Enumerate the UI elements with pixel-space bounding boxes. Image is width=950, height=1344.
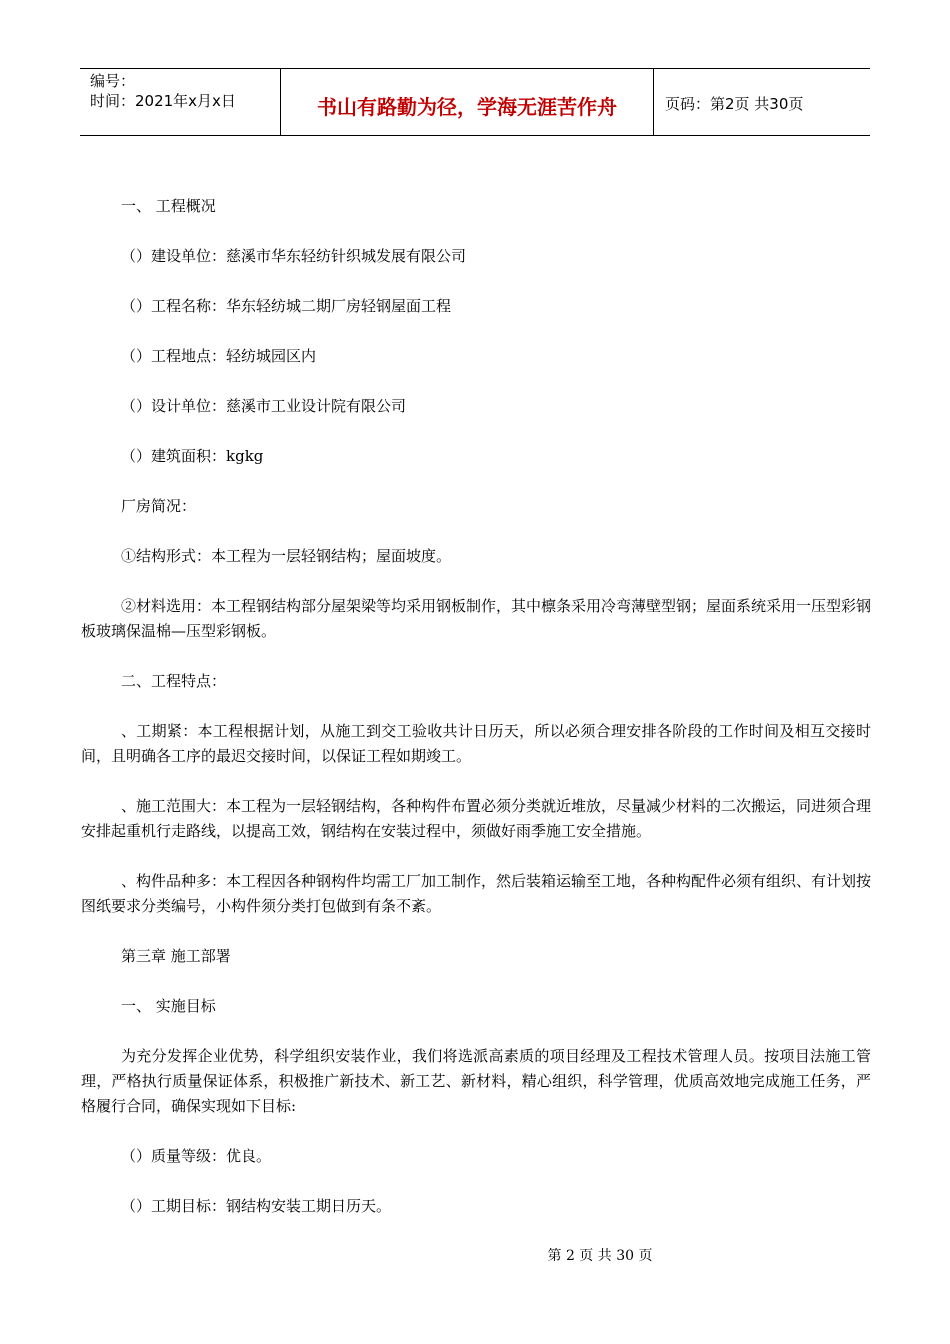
- section-heading-overview: 一、 工程概况: [121, 197, 216, 215]
- header-page-number: 页码：第2页 共30页: [665, 94, 804, 113]
- paragraph: 、施工范围大：本工程为一层轻钢结构，各种构件布置必须分类就近堆放，尽量减少材料的二次搬运，同进须合理安排起重机行走路线，以提高工效，钢结构在安装过程中，须做好雨季施工安全措施。: [81, 797, 872, 840]
- paragraph: ②材料选用：本工程钢结构部分屋架梁等均采用钢板制作，其中檩条采用冷弯薄壁型钢；屋面系统采用一压型彩钢板玻璃保温棉—压型彩钢板。: [81, 597, 872, 640]
- paragraph: 、工期紧：本工程根据计划，从施工到交工验收共计日历天，所以必须合理安排各阶段的工作时间及相互交接时间，且明确各工序的最迟交接时间，以保证工程如期竣工。: [81, 722, 871, 765]
- list-item: （）建设单位：慈溪市华东轻纺针织城发展有限公司: [121, 247, 467, 265]
- list-item: （）设计单位：慈溪市工业设计院有限公司: [121, 397, 407, 415]
- section-heading-features: 二、工程特点：: [121, 672, 227, 690]
- header-meta: [80, 69, 281, 135]
- page-header: [80, 68, 870, 136]
- list-item: （）质量等级：优良。: [121, 1147, 272, 1165]
- document-number-label: 编号：: [90, 72, 136, 90]
- paragraph: 为充分发挥企业优势，科学组织安装作业，我们将选派高素质的项目经理及工程技术管理人员。按项目法施工管理，严格执行质量保证体系，积极推广新技术、新工艺、新材料，精心组织，科学管理，优质高效地完成施工任务，严格履行合同，确保实现如下目标:: [81, 1047, 871, 1115]
- list-item: （）工程地点：轻纺城园区内: [121, 347, 317, 365]
- paragraph: 、构件品种多：本工程因各种钢构件均需工厂加工制作，然后装箱运输至工地，各种构配件必须有组织、有计划按图纸要求分类编号，小构件须分类打包做到有条不紊。: [81, 872, 872, 915]
- section-heading-goals: 一、 实施目标: [121, 997, 216, 1015]
- paragraph: 厂房简况：: [121, 497, 197, 515]
- list-item: （）工期目标：钢结构安装工期日历天。: [121, 1197, 392, 1215]
- chapter-heading: 第三章 施工部署: [121, 947, 231, 965]
- document-body: [81, 190, 871, 1219]
- header-motto: 书山有路勤为径，学海无涯苦作舟: [281, 69, 654, 135]
- list-item: （）建筑面积：kgkg: [121, 447, 264, 465]
- list-item: （）工程名称：华东轻纺城二期厂房轻钢屋面工程: [121, 297, 452, 315]
- paragraph: ①结构形式：本工程为一层轻钢结构；屋面坡度。: [121, 547, 452, 565]
- document-date-label: 时间：2021年x月x日: [90, 92, 236, 110]
- page-footer: 第 2 页 共 30 页: [547, 1248, 653, 1264]
